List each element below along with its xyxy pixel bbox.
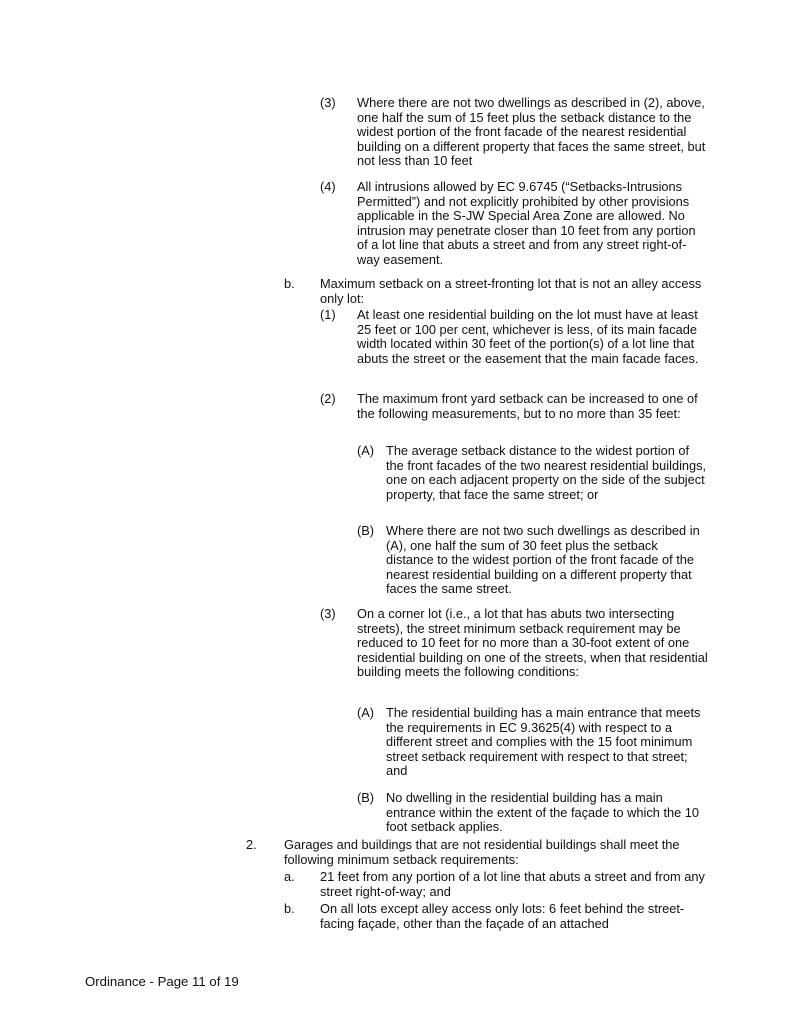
page-footer: Ordinance - Page 11 of 19 <box>85 974 239 989</box>
item-label: (3) <box>320 95 336 110</box>
item-label: (A) <box>357 443 375 458</box>
item-text: At least one residential building on the lot must have at least 25 feet or 100 per cent, whichever is less, of its main facade width located within 30 feet of the portion(s) of a lot line that abuts the street or the easement that the main facade faces. <box>357 307 699 366</box>
item-label: (A) <box>357 705 375 720</box>
item-label: b. <box>284 276 295 291</box>
item-text: The average setback distance to the widest portion of the front facades of the two nearest residential buildings, one on each adjacent property on the side of the subject property, that face the same street; or <box>386 443 707 502</box>
item-text: Where there are not two such dwellings as described in (A), one half the sum of 30 feet plus the setback distance to the widest portion of the front facade of the nearest residential building on a different property that faces the same street. <box>386 523 700 597</box>
item-text: 21 feet from any portion of a lot line that abuts a street and from any street right-of-way; and <box>320 869 705 899</box>
item-text: Where there are not two dwellings as described in (2), above, one half the sum of 15 feet plus the setback distance to the widest portion of the front facade of the nearest residential building on a different property that faces the same street, but not less than 10 feet <box>357 95 706 169</box>
item-label: a. <box>284 869 295 884</box>
item-label: (B) <box>357 790 375 805</box>
item-text: The maximum front yard setback can be increased to one of the following measurements, but to no more than 35 feet: <box>357 391 698 421</box>
item-text: Maximum setback on a street-fronting lot that is not an alley access only lot: <box>320 276 702 306</box>
item-text: Garages and buildings that are not residential buildings shall meet the following minimum setback requirements: <box>284 837 680 867</box>
item-label: b. <box>284 901 295 916</box>
item-label: (4) <box>320 179 336 194</box>
item-text: The residential building has a main entrance that meets the requirements in EC 9.3625(4) with respect to a different street and complies with the 15 foot minimum street setback requirement with respect to that street; and <box>386 705 701 779</box>
item-label: (2) <box>320 391 336 406</box>
item-text: On a corner lot (i.e., a lot that has abuts two intersecting streets), the street minimum setback requirement may be reduced to 10 feet for no more than a 30-foot extent of one residential building on one of the streets, when that residential building meets the following conditions: <box>357 606 708 680</box>
item-text: No dwelling in the residential building has a main entrance within the extent of the façade to which the 10 foot setback applies. <box>386 790 700 835</box>
item-label: 2. <box>246 837 257 852</box>
item-text: All intrusions allowed by EC 9.6745 (“Setbacks-Intrusions Permitted”) and not explicitly prohibited by other provisions applicable in the S-JW Special Area Zone are allowed. No intrusion may penetrate closer than 10 feet from any portion of a lot line that abuts a street and from any street right-of-way easement. <box>357 179 696 267</box>
item-label: (3) <box>320 606 336 621</box>
item-text: On all lots except alley access only lots: 6 feet behind the street-facing façade, other than the façade of an attached <box>320 901 685 931</box>
item-label: (B) <box>357 523 375 538</box>
item-label: (1) <box>320 307 336 322</box>
